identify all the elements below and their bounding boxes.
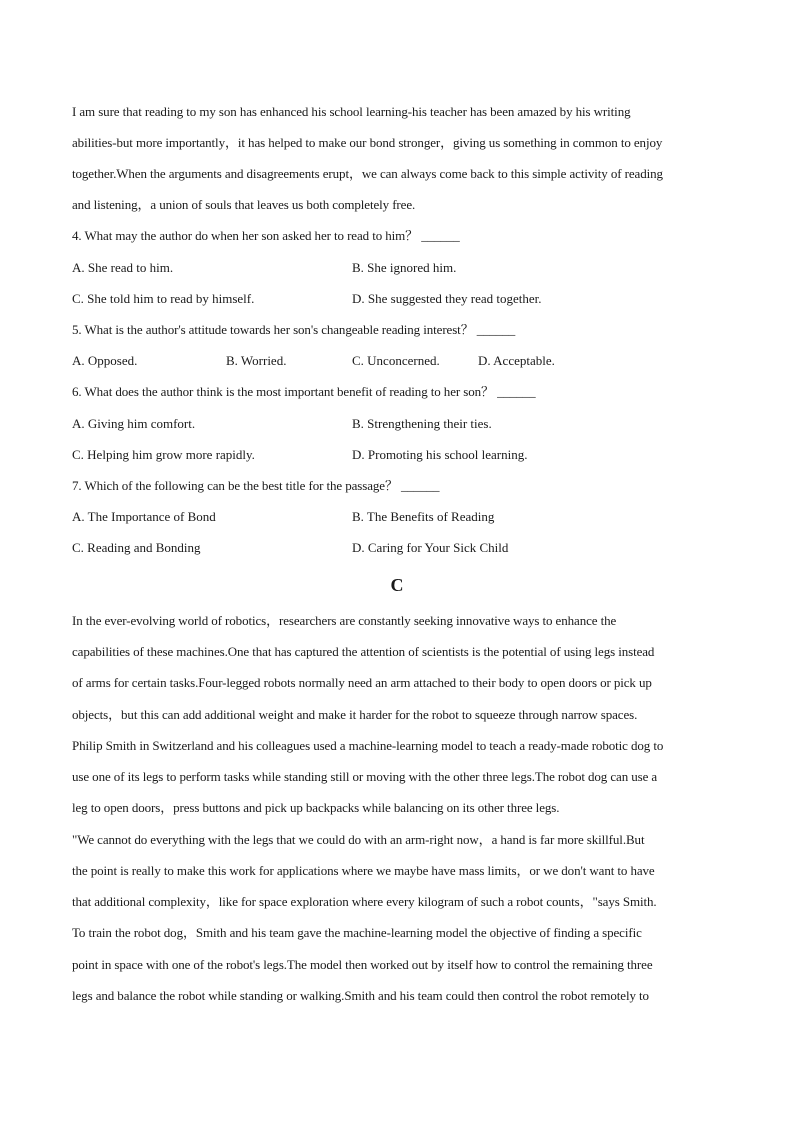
question-5-option-d: D. Acceptable. [478,353,555,368]
passage-b-line: abilities-but more importantly，it has helped to make our bond stronger，giving us something in common to enjoy [72,135,663,150]
question-5-option-a: A. Opposed. [72,353,138,368]
question-6-option-a: A. Giving him comfort. [72,416,196,431]
question-4-option-c: C. She told him to read by himself. [72,291,255,306]
question-5-option-b: B. Worried. [226,353,287,368]
passage-c-line: use one of its legs to perform tasks while standing still or moving with the other three legs.The robot dog can use a [72,769,658,784]
question-7-option-a: A. The Importance of Bond [72,509,216,524]
question-6-option-c: C. Helping him grow more rapidly. [72,447,255,462]
passage-c-line: objects，but this can add additional weight and make it harder for the robot to squeeze through narrow spaces. [72,707,638,722]
passage-c-line: "We cannot do everything with the legs that we could do with an arm-right now，a hand is far more skillful.But [72,832,645,847]
passage-b-line: I am sure that reading to my son has enhanced his school learning-his teacher has been amazed by his writing [72,104,631,119]
passage-b-line: and listening，a union of souls that leaves us both completely free. [72,197,416,212]
section-heading: C [390,575,404,595]
question-6-option-b: B. Strengthening their ties. [352,416,492,431]
passage-b-line: together.When the arguments and disagreements erupt，we can always come back to this simple activity of reading [72,166,663,181]
question-5-option-c: C. Unconcerned. [352,353,440,368]
question-7-option-c: C. Reading and Bonding [72,540,201,555]
question-4-stem: 4. What may the author do when her son asked her to read to him？ ______ [72,228,460,243]
question-4-option-b: B. She ignored him. [352,260,457,275]
passage-c-line: legs and balance the robot while standing or walking.Smith and his team could then control the robot remotely to [72,988,649,1003]
question-7-stem: 7. Which of the following can be the best title for the passage？ ______ [72,478,440,493]
passage-c-line: point in space with one of the robot's legs.The model then worked out by itself how to control the remaining three [72,957,653,972]
passage-c-line: that additional complexity，like for space exploration where every kilogram of such a robot counts，"says Smith. [72,894,657,909]
passage-c-line: leg to open doors，press buttons and pick up backpacks while balancing on its other three legs. [72,800,560,815]
passage-c-line: capabilities of these machines.One that has captured the attention of scientists is the potential of using legs instead [72,644,655,659]
question-7-option-b: B. The Benefits of Reading [352,509,495,524]
passage-c-line: Philip Smith in Switzerland and his colleagues used a machine-learning model to teach a ready-made robotic dog to [72,738,664,753]
passage-c-line: the point is really to make this work for applications where we maybe have mass limits，or we don't want to have [72,863,655,878]
passage-c-line: of arms for certain tasks.Four-legged robots normally need an arm attached to their body to open doors or pick up [72,675,652,690]
passage-c-line: To train the robot dog，Smith and his team gave the machine-learning model the objective of finding a specific [72,925,642,940]
question-7-option-d: D. Caring for Your Sick Child [352,540,509,555]
question-6-stem: 6. What does the author think is the most important benefit of reading to her son？ ______ [72,384,536,399]
question-5-stem: 5. What is the author's attitude towards her son's changeable reading interest？ ______ [72,322,516,337]
question-4-option-d: D. She suggested they read together. [352,291,542,306]
passage-c-line: In the ever-evolving world of robotics，researchers are constantly seeking innovative ways to enhance the [72,613,617,628]
question-6-option-d: D. Promoting his school learning. [352,447,528,462]
question-4-option-a: A. She read to him. [72,260,174,275]
